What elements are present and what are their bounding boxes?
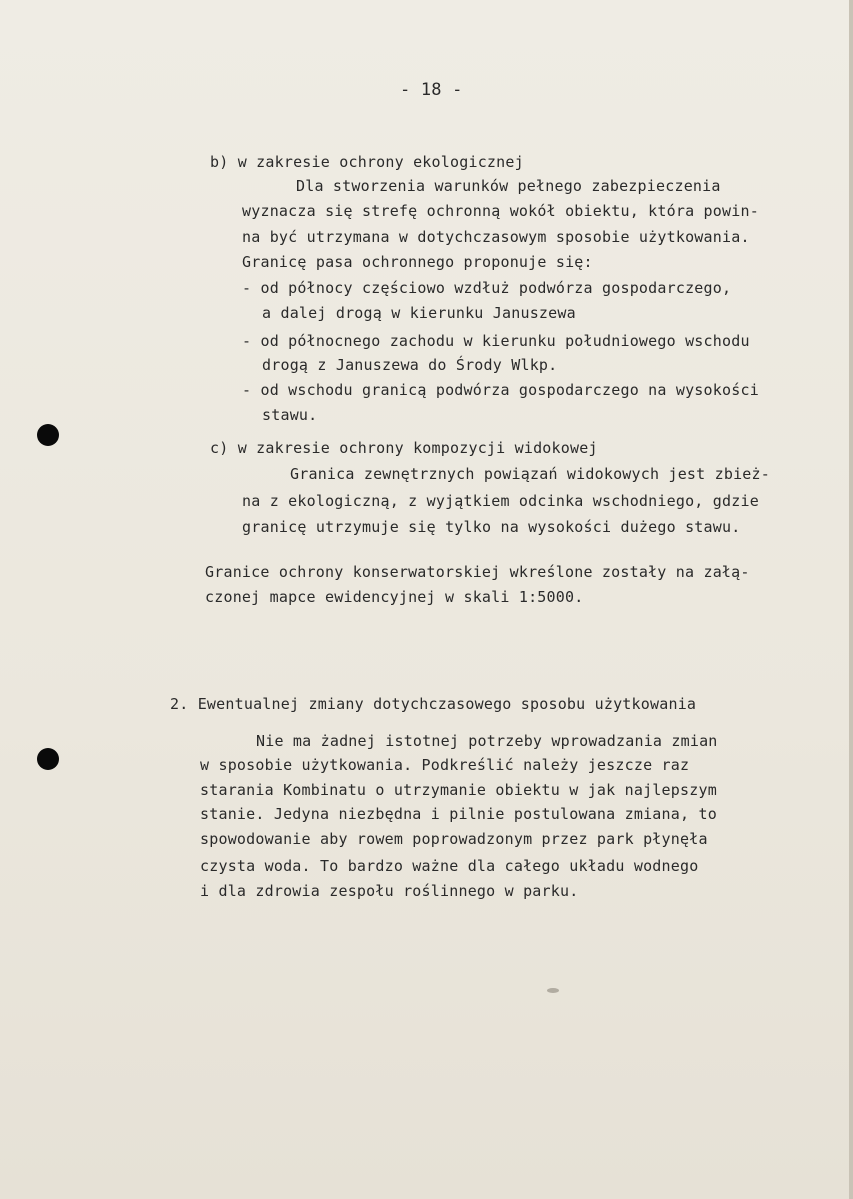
page-edge — [849, 0, 853, 1199]
section-c-line: Granica zewnętrznych powiązań widokowych jest zbież- — [290, 465, 770, 483]
bullet-line: stawu. — [262, 406, 318, 424]
page-number: - 18 - — [400, 80, 463, 100]
section-b-line: wyznacza się strefę ochronną wokół obiektu, która powin- — [242, 202, 759, 220]
section-b-heading: b) w zakresie ochrony ekologicznej — [210, 153, 524, 171]
section-2-heading: 2. Ewentualnej zmiany dotychczasowego sposobu użytkowania — [170, 695, 697, 713]
section-2-line: starania Kombinatu o utrzymanie obiektu w jak najlepszym — [200, 781, 717, 799]
section-c-line: granicę utrzymuje się tylko na wysokości dużego stawu. — [242, 518, 741, 536]
section-b-line: Dla stworzenia warunków pełnego zabezpieczenia — [296, 177, 721, 195]
punch-hole-top — [37, 424, 59, 446]
conservation-note-line: czonej mapce ewidencyjnej w skali 1:5000. — [205, 588, 584, 606]
section-c-line: na z ekologiczną, z wyjątkiem odcinka wschodniego, gdzie — [242, 492, 759, 510]
bullet-line: drogą z Januszewa do Środy Wlkp. — [262, 356, 558, 374]
bullet-line: - od północnego zachodu w kierunku południowego wschodu — [242, 332, 750, 350]
ink-smudge — [547, 988, 559, 993]
section-b-line: Granicę pasa ochronnego proponuje się: — [242, 253, 593, 271]
section-2-line: i dla zdrowia zespołu roślinnego w parku. — [200, 882, 579, 900]
bullet-line: a dalej drogą w kierunku Januszewa — [262, 304, 576, 322]
section-2-line: stanie. Jedyna niezbędna i pilnie postulowana zmiana, to — [200, 805, 717, 823]
section-b-line: na być utrzymana w dotychczasowym sposobie użytkowania. — [242, 228, 750, 246]
section-2-line: w sposobie użytkowania. Podkreślić należy jeszcze raz — [200, 756, 690, 774]
section-2-line: Nie ma żadnej istotnej potrzeby wprowadzania zmian — [256, 732, 718, 750]
conservation-note-line: Granice ochrony konserwatorskiej wkreślone zostały na załą- — [205, 563, 750, 581]
section-c-heading: c) w zakresie ochrony kompozycji widokowej — [210, 439, 598, 457]
bullet-line: - od wschodu granicą podwórza gospodarczego na wysokości — [242, 381, 759, 399]
section-2-line: czysta woda. To bardzo ważne dla całego układu wodnego — [200, 857, 699, 875]
bullet-line: - od północy częściowo wzdłuż podwórza gospodarczego, — [242, 279, 732, 297]
punch-hole-bottom — [37, 748, 59, 770]
section-2-line: spowodowanie aby rowem poprowadzonym przez park płynęła — [200, 830, 708, 848]
